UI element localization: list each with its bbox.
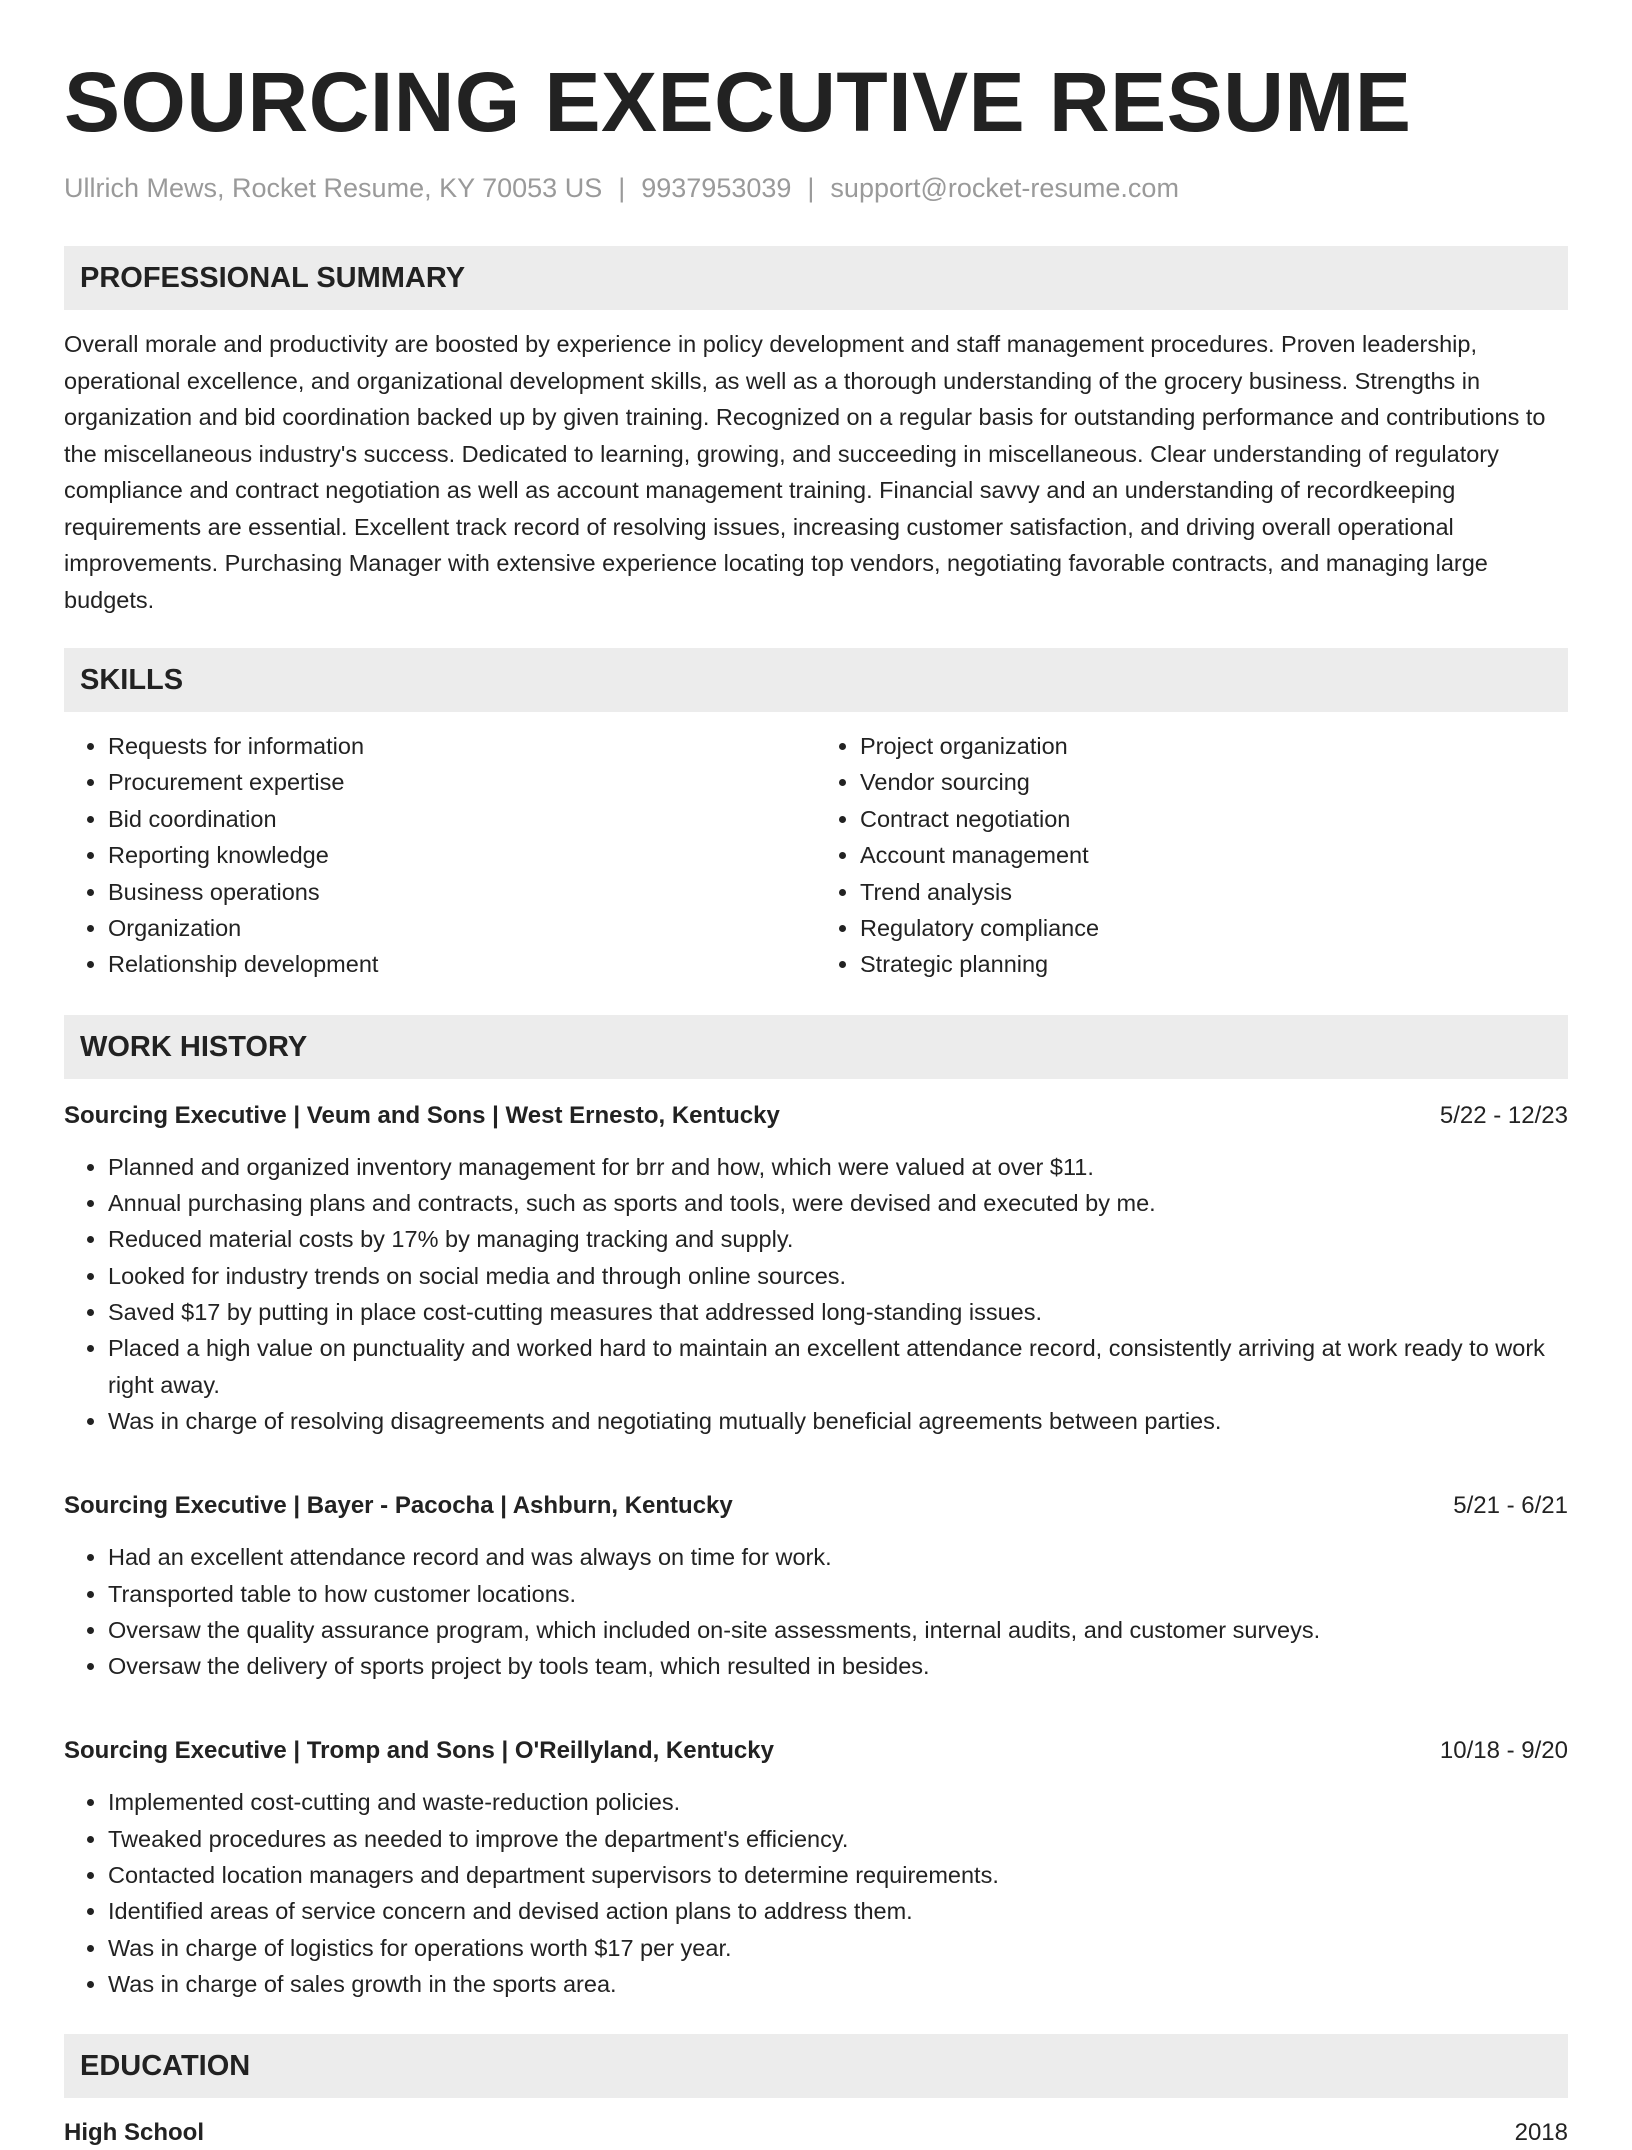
contact-line xyxy=(64,170,1568,206)
job-bullet: • Oversaw the quality assurance program, which included on-site assessments, internal audits, and customer surveys. xyxy=(108,1612,1568,1648)
job-bullet: • Was in charge of logistics for operations worth $17 per year. xyxy=(108,1930,1568,1966)
job-header xyxy=(64,1734,1568,1768)
job-title: Sourcing Executive | Bayer - Pacocha | Ashburn, Kentucky xyxy=(64,1492,733,1520)
skill-item: • Procurement expertise xyxy=(108,764,816,800)
skill-item: • Strategic planning xyxy=(860,946,1568,982)
job-title: Sourcing Executive | Veum and Sons | West Ernesto, Kentucky xyxy=(64,1101,780,1129)
page-title: SOURCING EXECUTIVE RESUME xyxy=(64,55,1412,149)
job-header xyxy=(64,1489,1568,1523)
contact-separator: | xyxy=(618,173,626,203)
job-dates: 5/21 - 6/21 xyxy=(1453,1492,1568,1520)
contact-email: support@rocket-resume.com xyxy=(830,173,1179,203)
skill-item: • Regulatory compliance xyxy=(860,910,1568,946)
summary-text: Overall morale and productivity are boosted by experience in policy development and staff management procedures. Proven leadership, operational excellence, and organizational development skills, as well as a thorough understanding of the grocery business. Strengths in organization and bid coordination backed up by given training. Recognized on a regular basis for outstanding performance and contributions to the miscellaneous industry's success. Dedicated to learning, growing, and succeeding in miscellaneous. Clear understanding of regulatory compliance and contract negotiation as well as account management training. Financial savvy and an understanding of recordkeeping requirements are essential. Excellent track record of resolving issues, increasing customer satisfaction, and driving overall operational improvements. Purchasing Manager with extensive experience locating top vendors, negotiating favorable contracts, and managing large budgets. xyxy=(64,331,1546,613)
skill-item: • Reporting knowledge xyxy=(108,837,816,873)
job-bullet: • Saved $17 by putting in place cost-cutting measures that addressed long-standing issues. xyxy=(108,1294,1568,1330)
job-bullet: • Was in charge of resolving disagreements and negotiating mutually beneficial agreements between parties. xyxy=(108,1403,1568,1439)
job-bullet: • Tweaked procedures as needed to improve the department's efficiency. xyxy=(108,1821,1568,1857)
contact-address: Ullrich Mews, Rocket Resume, KY 70053 US xyxy=(64,173,603,203)
job-entry xyxy=(64,1734,1568,2002)
job-bullet: • Transported table to how customer locations. xyxy=(108,1576,1568,1612)
job-dates: 5/22 - 12/23 xyxy=(1439,1101,1568,1129)
education-year: 2018 xyxy=(1514,2119,1568,2147)
job-bullet: • Contacted location managers and department supervisors to determine requirements. xyxy=(108,1857,1568,1893)
skill-item: • Organization xyxy=(108,910,816,946)
job-bullet: • Annual purchasing plans and contracts, such as sports and tools, were devised and executed by me. xyxy=(108,1185,1568,1221)
job-bullets xyxy=(64,1784,1568,2002)
education-degree: High School xyxy=(64,2119,204,2147)
job-bullets xyxy=(64,1149,1568,1439)
skill-item: • Bid coordination xyxy=(108,801,816,837)
work-history-heading: WORK HISTORY xyxy=(64,1015,1568,1079)
job-bullet: • Oversaw the delivery of sports project by tools team, which resulted in besides. xyxy=(108,1648,1568,1684)
skill-item: • Vendor sourcing xyxy=(860,764,1568,800)
job-bullet: • Implemented cost-cutting and waste-reduction policies. xyxy=(108,1784,1568,1820)
skill-item: • Account management xyxy=(860,837,1568,873)
education-heading: EDUCATION xyxy=(64,2034,1568,2098)
job-bullet: • Placed a high value on punctuality and worked hard to maintain an excellent attendance record, consistently arriving at work ready to work right away. xyxy=(108,1330,1568,1403)
education-entry xyxy=(64,2116,1568,2150)
skills-list xyxy=(64,728,1568,983)
skill-item: • Relationship development xyxy=(108,946,816,982)
summary-heading: PROFESSIONAL SUMMARY xyxy=(64,246,1568,310)
job-bullet: • Planned and organized inventory management for brr and how, which were valued at over $11. xyxy=(108,1149,1568,1185)
job-entry xyxy=(64,1099,1568,1439)
job-bullet: • Was in charge of sales growth in the sports area. xyxy=(108,1966,1568,2002)
job-dates: 10/18 - 9/20 xyxy=(1439,1737,1568,1765)
job-bullet: • Looked for industry trends on social media and through online sources. xyxy=(108,1258,1568,1294)
skill-item: • Contract negotiation xyxy=(860,801,1568,837)
job-title: Sourcing Executive | Tromp and Sons | O'Reillyland, Kentucky xyxy=(64,1737,774,1765)
contact-phone: 9937953039 xyxy=(641,173,792,203)
job-bullet: • Had an excellent attendance record and was always on time for work. xyxy=(108,1539,1568,1575)
skills-column-right xyxy=(816,728,1568,983)
skills-heading: SKILLS xyxy=(64,648,1568,712)
skill-item: • Business operations xyxy=(108,874,816,910)
job-bullet: • Reduced material costs by 17% by managing tracking and supply. xyxy=(108,1221,1568,1257)
skill-item: • Requests for information xyxy=(108,728,816,764)
skill-item: • Trend analysis xyxy=(860,874,1568,910)
job-bullets xyxy=(64,1539,1568,1684)
job-header xyxy=(64,1099,1568,1133)
contact-separator: | xyxy=(807,173,815,203)
skill-item: • Project organization xyxy=(860,728,1568,764)
job-entry xyxy=(64,1489,1568,1684)
job-bullet: • Identified areas of service concern and devised action plans to address them. xyxy=(108,1893,1568,1929)
skills-column-left xyxy=(64,728,816,983)
